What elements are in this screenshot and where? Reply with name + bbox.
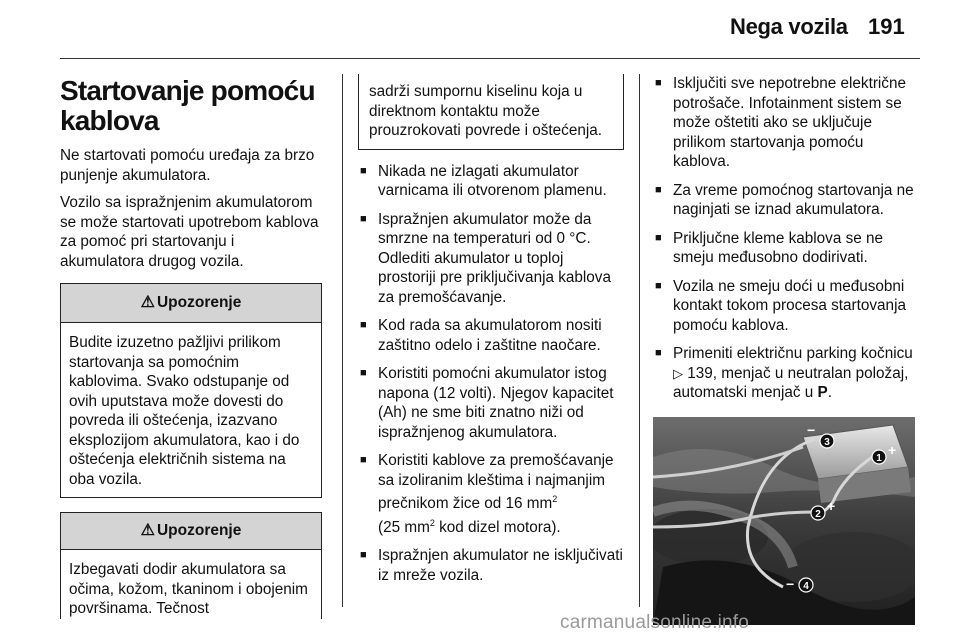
- list-item: ■ Priključne kleme kablova se ne smeju međusobno dodirivati.: [653, 229, 921, 268]
- jump-start-illustration: [653, 417, 915, 625]
- warning-box-2-title: Upozorenje: [156, 522, 242, 540]
- warning-triangle-icon: ⚠: [140, 522, 155, 540]
- callout-sign: +: [888, 441, 897, 458]
- list-item: [358, 451, 624, 537]
- list-item: ■ Koristiti pomoćni akumulator istog napona (12 volti). Njegov kapacitet (Ah) ne sme biti znatno niži od ispražnjenog akumulatora.: [358, 364, 624, 442]
- callout-sign: −: [786, 575, 795, 592]
- column-divider-2: [639, 74, 640, 607]
- list-item: ■ Ispražnjen akumulator ne isključivati iz mreže vozila.: [358, 546, 624, 585]
- warning-box-2-continued: sadrži sumpornu kiselinu koja u direktnom kontaktu može prouzrokovati povrede i oštećenja.: [358, 74, 624, 150]
- column-divider-1: [342, 74, 343, 607]
- page-reference: 139: [687, 364, 713, 382]
- callout-number: 2: [815, 508, 821, 520]
- superscript: 2: [429, 517, 435, 528]
- bullet-list-col3: [653, 74, 921, 403]
- watermark: carmanualsonline.info: [560, 612, 750, 633]
- section-heading: Startovanje pomoću kablova: [60, 75, 315, 136]
- warning-box-1: [60, 283, 322, 498]
- list-item-text: .: [827, 384, 832, 401]
- list-item-text: kod dizel motora).: [434, 518, 561, 536]
- warning-box-1-header: [61, 284, 321, 323]
- warning-box-1-text: Budite izuzetno pažljivi prilikom startovanja sa pomoćnim kablovima. Svako odstupanje od ovih uputstava može dovesti do povreda ili oštećenja, izazvano eksplozijom akumulatora, kao i do oštećenja električnih sistema na oba vozila.: [69, 334, 300, 488]
- list-item: ■ Nikada ne izlagati akumulator varnicama ili otvorenom plamenu.: [358, 162, 624, 201]
- list-item-text: Primeniti električnu parking kočnicu: [673, 345, 913, 362]
- list-item: ■ Ispražnjen akumulator može da smrzne na temperaturi od 0 °C. Odlediti akumulator u toploj prostoriji pre priključivanja kablova za premošćavanje.: [358, 210, 624, 308]
- list-item: [653, 344, 921, 403]
- callout-sign: −: [807, 421, 816, 438]
- warning-box-2: [60, 512, 322, 619]
- warning-box-2-header: [61, 513, 321, 550]
- warning-box-2-text: Izbegavati dodir akumulatora sa očima, kožom, tkaninom i obojenim površinama. Tečnost: [69, 561, 308, 617]
- list-item-text: Koristiti kablove za premošćavanje sa izoliranim kleštima i najmanjim prečnikom žice od 16 mm: [378, 452, 614, 513]
- list-item: ■ Vozila ne smeju doći u međusobni kontakt tokom procesa startovanja pomoću kablova.: [653, 277, 921, 336]
- column-1: [60, 74, 322, 619]
- callout-number: 4: [803, 580, 809, 592]
- intro-paragraph-2: Vozilo sa ispražnjenim akumulatorom se može startovati upotrebom kablova za pomoć pri startovanju i akumulatora drugog vozila.: [60, 194, 319, 270]
- header-rule: [60, 58, 920, 59]
- superscript: 2: [552, 494, 558, 504]
- column-2: [358, 74, 624, 594]
- page-number: 191: [868, 14, 905, 39]
- page-reference-arrow-icon: ▷: [673, 365, 683, 381]
- bullet-list-col2: [358, 162, 624, 586]
- intro-paragraph-1: Ne startovati pomoću uređaja za brzo punjenje akumulatora.: [60, 147, 315, 184]
- engine-bay-photo: [653, 417, 915, 625]
- list-item-text: (25 mm: [378, 518, 430, 536]
- list-item-text: , menjač u neutralan položaj, automatski menjač u: [673, 364, 909, 401]
- warning-triangle-icon: ⚠: [140, 294, 155, 312]
- list-item: ■ Kod rada sa akumulatorom nositi zaštitno odelo i zaštitne naočare.: [358, 316, 624, 355]
- callout-sign: +: [827, 497, 836, 514]
- warning-box-1-title: Upozorenje: [156, 294, 242, 312]
- callout-number: 1: [876, 452, 882, 464]
- callout-number: 3: [824, 436, 830, 448]
- page-header-title: Nega vozila: [730, 14, 848, 39]
- list-item: ■ Za vreme pomoćnog startovanja ne naginjati se iznad akumulatora.: [653, 181, 921, 220]
- gear-position-label: P: [817, 384, 828, 401]
- list-item: ■ Isključiti sve nepotrebne električne potrošače. Infotainment sistem se može oštetiti ako se uključuje prilikom startovanja pomoću kablova.: [653, 74, 921, 172]
- column-3: [653, 74, 921, 625]
